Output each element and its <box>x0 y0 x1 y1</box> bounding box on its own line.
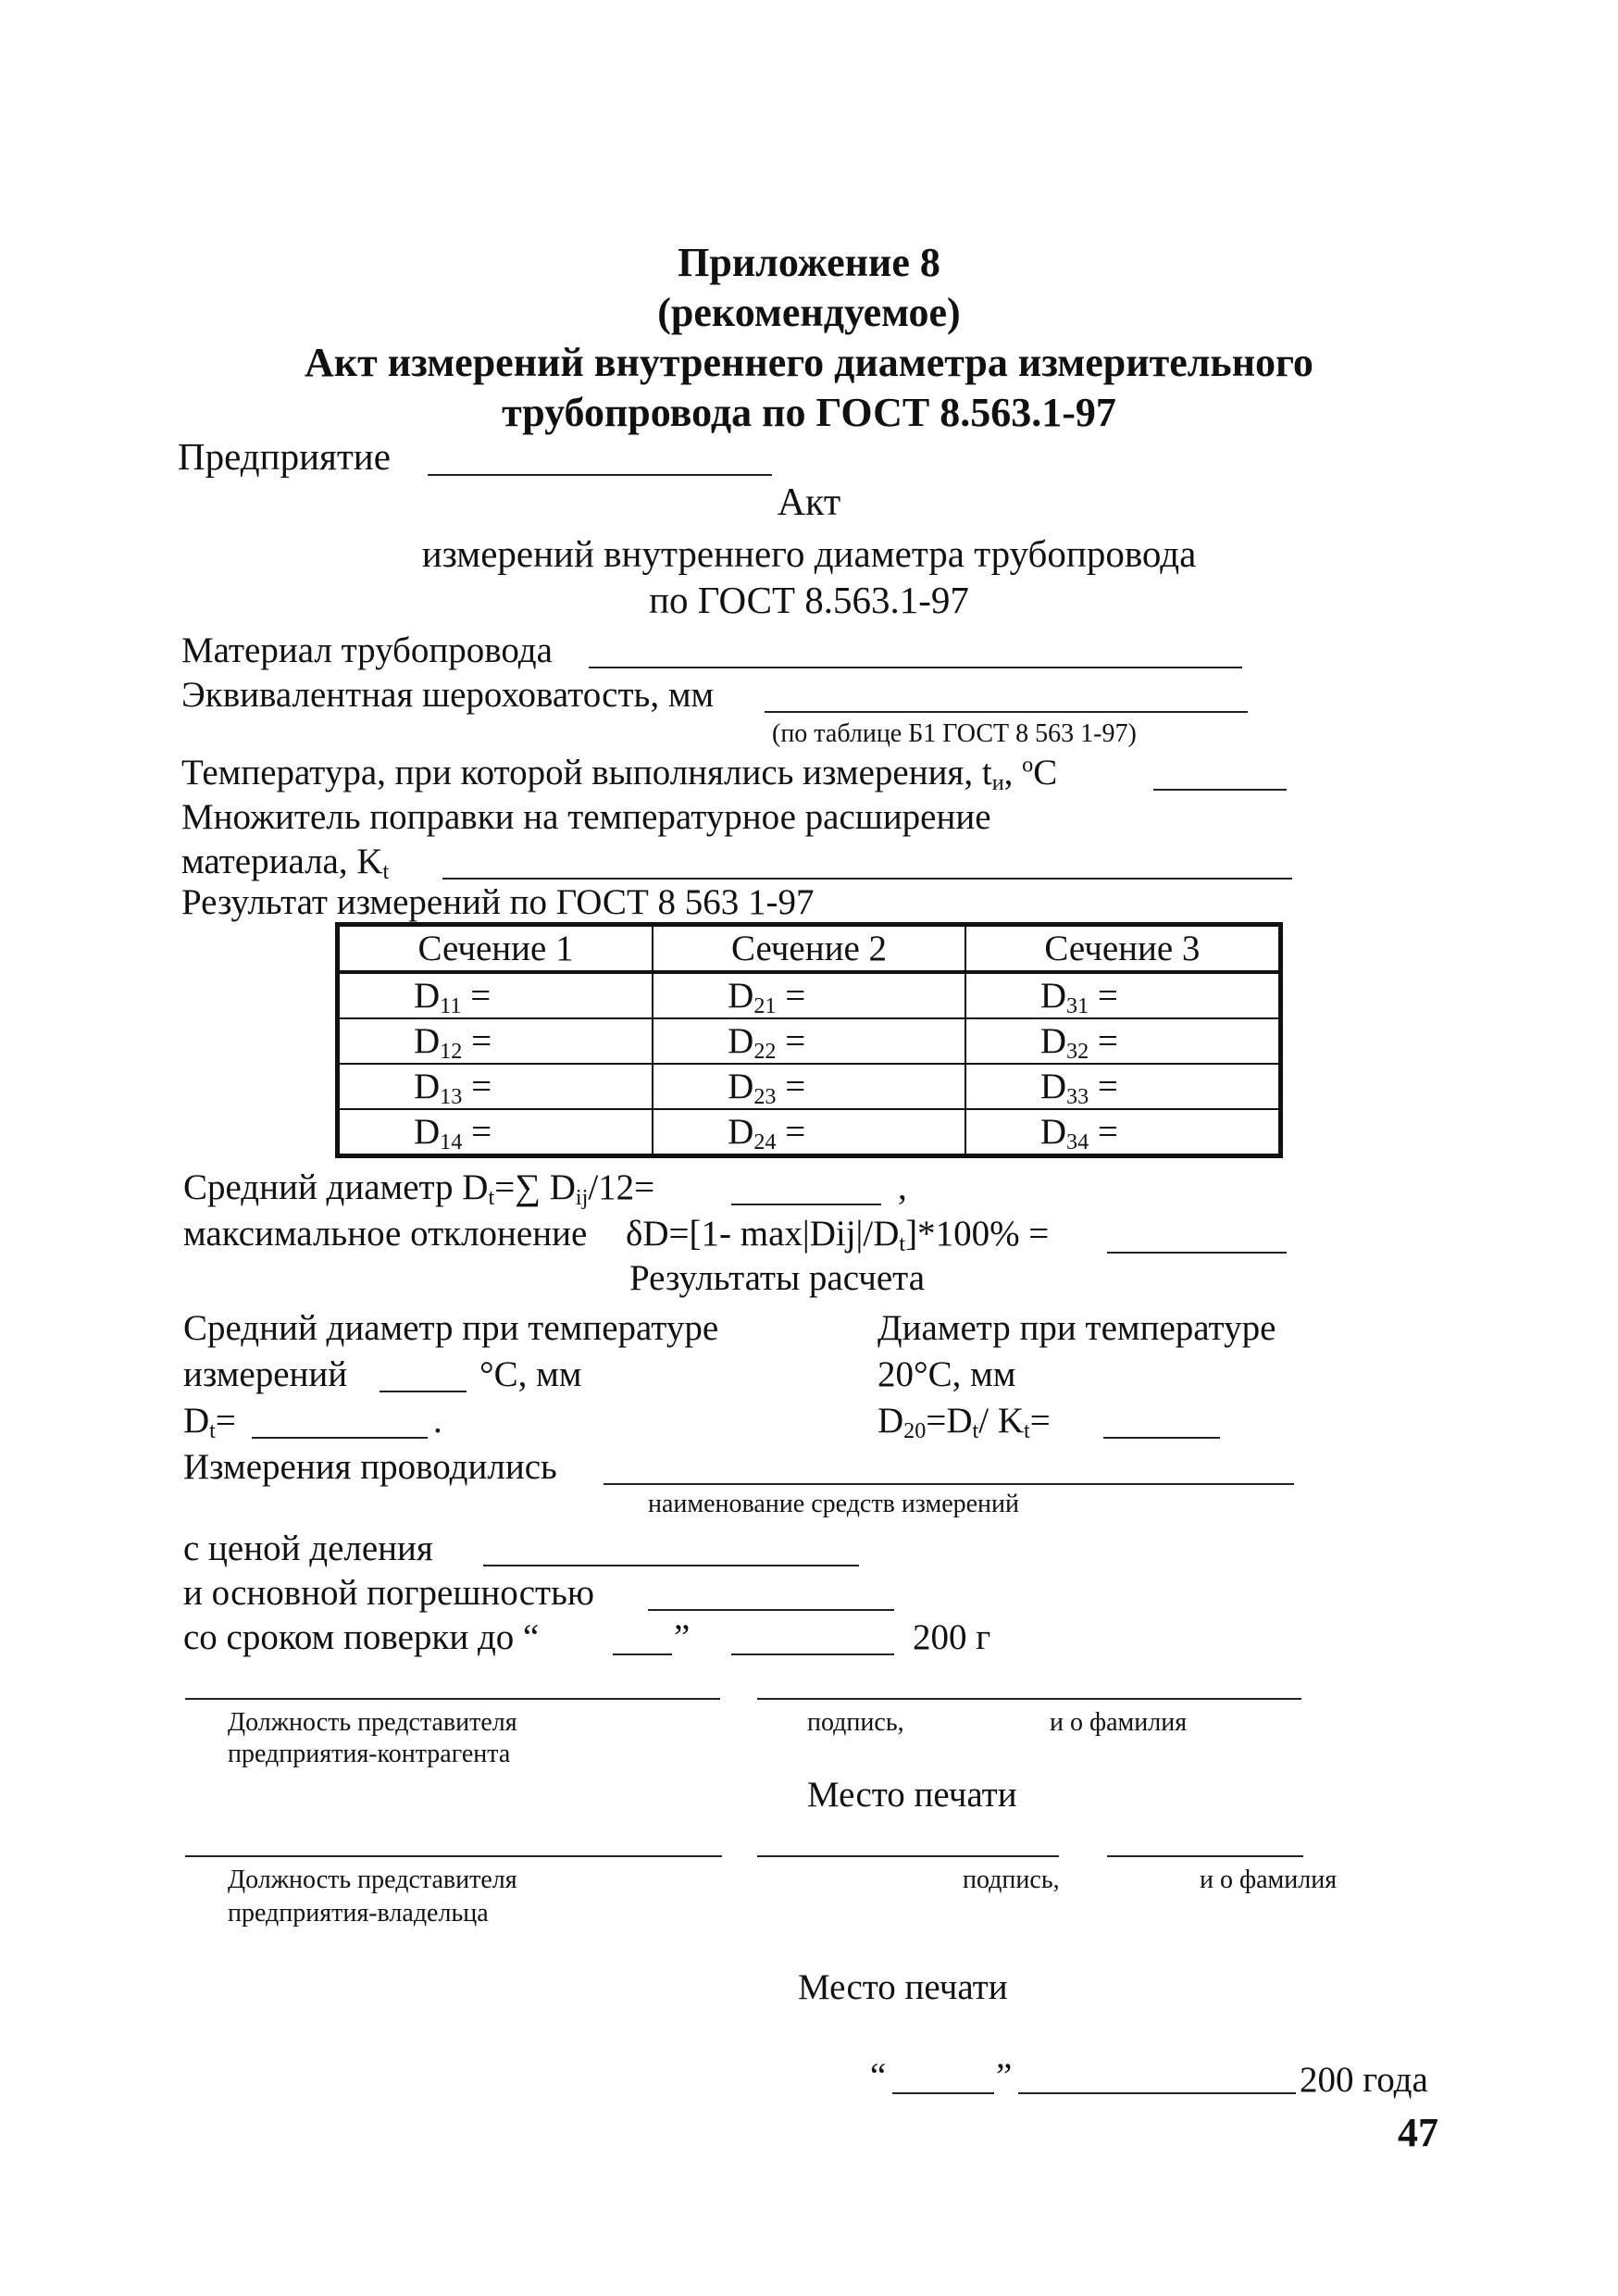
table-cell[interactable]: $D_{34}$ = <box>965 1109 1281 1156</box>
appendix-number: Приложение 8 <box>678 240 940 285</box>
calc-results-title: Результаты расчета <box>629 1258 926 1298</box>
signature-line-2[interactable] <box>757 1855 1059 1857</box>
division-field[interactable] <box>483 1565 859 1566</box>
date-quote-close: ” <box>996 2056 1013 2096</box>
table-cell[interactable]: $D_{23}$ = <box>653 1064 965 1109</box>
temperature-label-text: Температура, при которой выполнялись измерения, t <box>181 753 992 792</box>
roughness-field[interactable] <box>765 711 1248 713</box>
verification-quote: ” <box>674 1617 691 1657</box>
position-caption-2b: предприятия-владельца <box>228 1899 489 1928</box>
measure-temp-unit: °С, мм <box>479 1354 582 1394</box>
name-caption-2: и о фамилия <box>1200 1866 1338 1894</box>
date-month-field[interactable] <box>1018 2092 1296 2094</box>
table-cell[interactable]: $D_{14}$ = <box>338 1109 653 1156</box>
verification-year: 200 г <box>913 1617 991 1657</box>
temperature-unit: C <box>1033 753 1058 792</box>
table-cell[interactable]: $D_{13}$ = <box>338 1064 653 1109</box>
error-field[interactable] <box>648 1609 894 1611</box>
kt-subscript: t <box>382 859 390 885</box>
position-caption-2a: Должность представителя <box>228 1866 517 1894</box>
signature-line-1[interactable] <box>757 1698 1301 1700</box>
header-section-3: Сечение 3 <box>965 925 1281 973</box>
table-cell[interactable]: $D_{12}$ = <box>338 1018 653 1064</box>
instruments-caption: наименование средств измерений <box>648 1490 1019 1518</box>
error-label: и основной погрешностью <box>183 1573 595 1613</box>
verification-day-field[interactable] <box>613 1653 672 1655</box>
instruments-label: Измерения проводились <box>183 1447 557 1487</box>
max-deviation-formula: δD=[1- $\max|Dij|/D_t]*100\%$ = <box>626 1214 1050 1257</box>
mean-temp-label: Средний диаметр при температуре <box>183 1308 719 1348</box>
act-word: Акт <box>777 481 841 524</box>
max-deviation-field[interactable] <box>1107 1252 1287 1254</box>
act-subtitle-line2: по ГОСТ 8.563.1-97 <box>649 579 969 621</box>
instruments-field[interactable] <box>604 1483 1294 1485</box>
roughness-label: Эквивалентная шероховатость, мм <box>181 675 715 715</box>
header-section-2: Сечение 2 <box>653 925 965 973</box>
measure-temp-field[interactable] <box>380 1391 467 1392</box>
date-quote-open: “ <box>870 2056 887 2096</box>
kt-label-text: материала, K <box>181 842 383 881</box>
mean-diameter-formula: Средний диаметр $D_t=\sum$ $D_{ij}/12=$ <box>183 1167 655 1211</box>
d20-formula: $D_{20}=D_t/$ $K_t=$ <box>877 1401 1051 1444</box>
roughness-note: (по таблице Б1 ГОСТ 8 563 1-97) <box>772 719 1137 748</box>
results-label: Результат измерений по ГОСТ 8 563 1-97 <box>181 882 815 922</box>
measurements-table <box>335 922 1283 1158</box>
header-section-1: Сечение 1 <box>338 925 653 973</box>
material-label: Материал трубопровода <box>181 630 553 670</box>
measure-temp-label: измерений <box>183 1354 348 1394</box>
name-line-2[interactable] <box>1107 1855 1303 1857</box>
table-cell[interactable]: $D_{21}$ = <box>653 972 965 1018</box>
table-cell[interactable]: $D_{11}$ = <box>338 972 653 1018</box>
verification-month-field[interactable] <box>731 1653 894 1655</box>
dt-period: . <box>433 1401 442 1441</box>
division-label: с ценой деления <box>183 1529 433 1568</box>
max-deviation-label: максимальное отклонение <box>183 1214 588 1254</box>
stamp-place-2: Место печати <box>798 1967 1008 2007</box>
kt-label-line2 <box>181 841 389 883</box>
table-row <box>338 1064 1281 1109</box>
position-caption-1a: Должность представителя <box>228 1708 517 1737</box>
table-header-row <box>338 925 1281 973</box>
temperature-label: Температура, при которой выполнялись измерения, $t_и$, $^o$C <box>181 752 1058 796</box>
dt-label: $D_t=$ <box>183 1401 236 1444</box>
document-title-line2: трубопровода по ГОСТ 8.563.1-97 <box>502 390 1116 435</box>
verification-label: со сроком поверки до “ <box>183 1617 540 1657</box>
kt-field[interactable] <box>442 878 1292 880</box>
diameter-20-label: Диаметр при температуре <box>877 1308 1276 1348</box>
stamp-place-1: Место печати <box>807 1775 1017 1815</box>
document-title-line1: Акт измерений внутреннего диаметра измерительного <box>305 340 1313 385</box>
table-row <box>338 972 1281 1018</box>
date-year: 200 года <box>1300 2060 1428 2100</box>
act-subtitle-line1: измерений внутреннего диаметра трубопровода <box>421 532 1197 575</box>
mean-diameter-field[interactable] <box>731 1204 881 1205</box>
enterprise-field[interactable] <box>428 474 772 476</box>
table-cell[interactable]: $D_{24}$ = <box>653 1109 965 1156</box>
name-caption-1: и о фамилия <box>1050 1708 1188 1737</box>
dt-field[interactable] <box>252 1437 428 1439</box>
mean-diameter-comma: , <box>898 1167 907 1207</box>
position-line-2[interactable] <box>185 1855 722 1857</box>
date-day-field[interactable] <box>892 2092 994 2094</box>
signature-caption-2: подпись, <box>963 1866 1060 1894</box>
position-caption-1b: предприятия-контрагента <box>228 1740 511 1768</box>
table-cell[interactable]: $D_{32}$ = <box>965 1018 1281 1064</box>
enterprise-label: Предприятие <box>178 435 391 478</box>
position-line-1[interactable] <box>185 1698 720 1700</box>
kt-label-line1: Множитель поправки на температурное расширение <box>181 797 991 837</box>
table-cell[interactable]: $D_{22}$ = <box>653 1018 965 1064</box>
table-cell[interactable]: $D_{31}$ = <box>965 972 1281 1018</box>
table-row <box>338 1109 1281 1156</box>
diameter-20-unit: 20°С, мм <box>877 1354 1016 1394</box>
temperature-subscript: и <box>991 770 1004 796</box>
table-cell[interactable]: $D_{33}$ = <box>965 1064 1281 1109</box>
page-number: 47 <box>1398 2110 1438 2155</box>
signature-caption-1: подпись, <box>807 1708 904 1737</box>
table-row <box>338 1018 1281 1064</box>
material-field[interactable] <box>589 667 1242 668</box>
appendix-status: (рекомендуемое) <box>657 290 961 335</box>
d20-field[interactable] <box>1103 1437 1220 1439</box>
temperature-field[interactable] <box>1153 789 1287 791</box>
